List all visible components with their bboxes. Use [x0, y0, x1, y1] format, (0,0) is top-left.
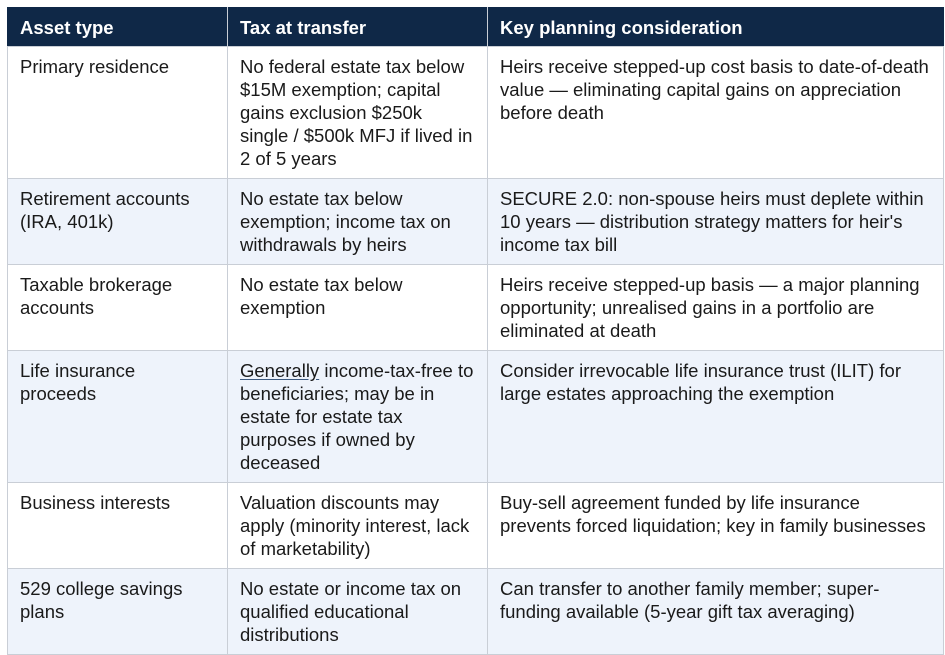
- cell-key-planning-consideration: Buy-sell agreement funded by life insurance prevents forced liquidation; key in family businesses: [488, 483, 944, 569]
- cell-asset-type: Taxable brokerage accounts: [8, 265, 228, 351]
- table-row: [8, 265, 944, 351]
- cell-tax-at-transfer: No estate tax below exemption: [228, 265, 488, 351]
- table-row: [8, 351, 944, 483]
- underlined-word: Generally: [240, 360, 320, 381]
- column-header-tax-at-transfer: Tax at transfer: [228, 8, 488, 47]
- cell-tax-at-transfer: No federal estate tax below $15M exemption; capital gains exclusion $250k single / $500k MFJ if lived in 2 of 5 years: [228, 47, 488, 179]
- table-row: [8, 47, 944, 179]
- table-row: [8, 179, 944, 265]
- cell-tax-at-transfer: [228, 351, 488, 483]
- column-header-key-planning-consideration: Key planning consideration: [488, 8, 944, 47]
- table-header-row: [8, 8, 944, 47]
- cell-key-planning-consideration: Heirs receive stepped-up basis — a major planning opportunity; unrealised gains in a portfolio are eliminated at death: [488, 265, 944, 351]
- cell-asset-type: Business interests: [8, 483, 228, 569]
- cell-asset-type: Retirement accounts (IRA, 401k): [8, 179, 228, 265]
- table-row: [8, 483, 944, 569]
- cell-asset-type: Primary residence: [8, 47, 228, 179]
- cell-key-planning-consideration: Can transfer to another family member; super-funding available (5-year gift tax averaging): [488, 569, 944, 655]
- column-header-asset-type: Asset type: [8, 8, 228, 47]
- cell-tax-at-transfer: Valuation discounts may apply (minority interest, lack of marketability): [228, 483, 488, 569]
- cell-key-planning-consideration: Heirs receive stepped-up cost basis to date-of-death value — eliminating capital gains on appreciation before death: [488, 47, 944, 179]
- cell-asset-type: Life insurance proceeds: [8, 351, 228, 483]
- cell-key-planning-consideration: SECURE 2.0: non-spouse heirs must deplete within 10 years — distribution strategy matters for heir's income tax bill: [488, 179, 944, 265]
- cell-tax-at-transfer: No estate tax below exemption; income tax on withdrawals by heirs: [228, 179, 488, 265]
- asset-tax-table-container: [7, 7, 943, 655]
- cell-text: income-tax-free to beneficiaries; may be in estate for estate tax purposes if owned by deceased: [240, 360, 474, 473]
- cell-tax-at-transfer: No estate or income tax on qualified educational distributions: [228, 569, 488, 655]
- cell-key-planning-consideration: Consider irrevocable life insurance trust (ILIT) for large estates approaching the exemption: [488, 351, 944, 483]
- table-row: [8, 569, 944, 655]
- asset-tax-table: [7, 7, 944, 655]
- cell-asset-type: 529 college savings plans: [8, 569, 228, 655]
